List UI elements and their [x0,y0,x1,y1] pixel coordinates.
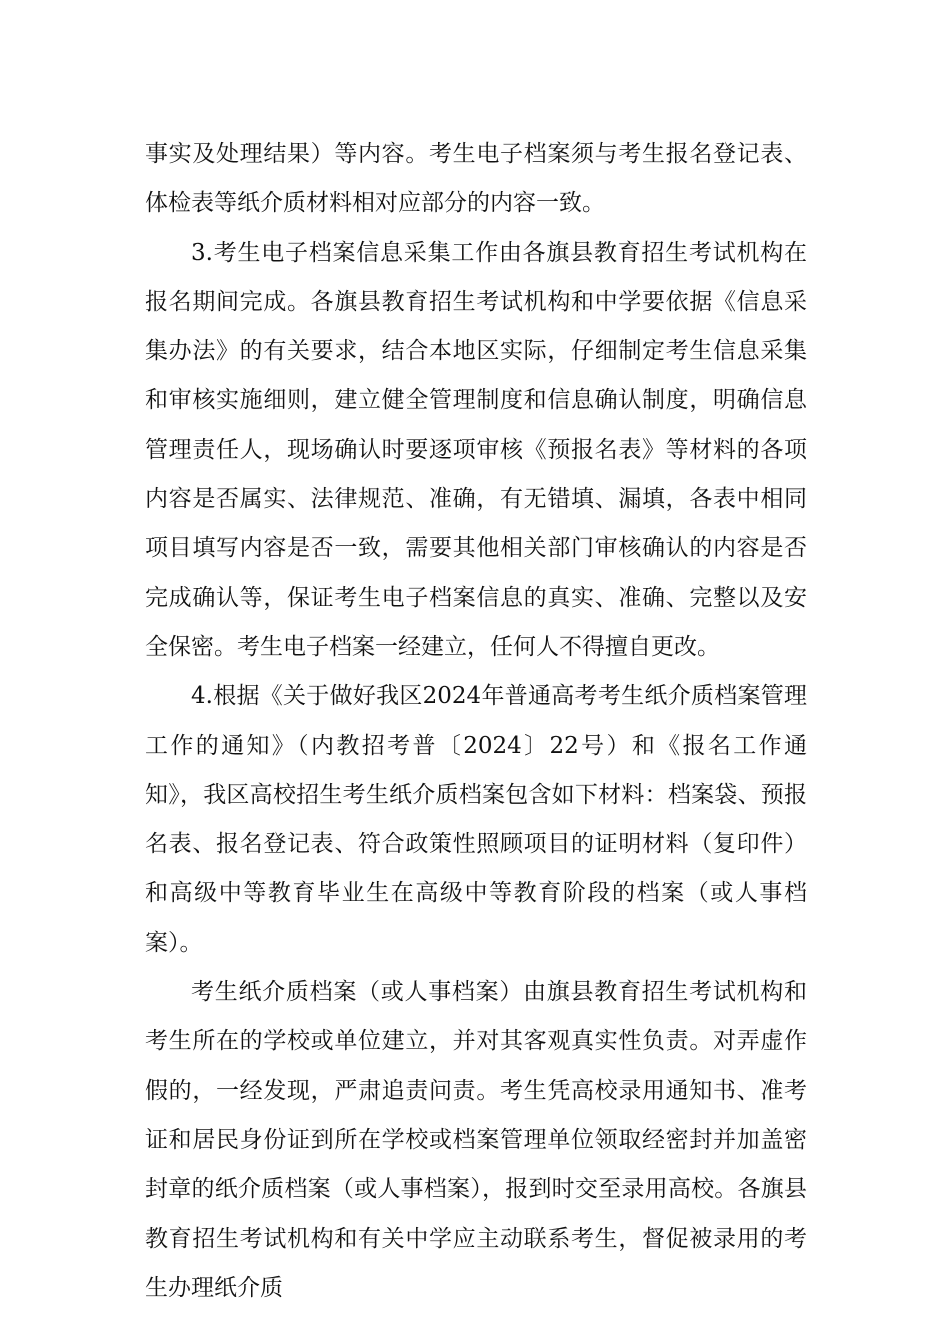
paragraph-item-4: 4.根据《关于做好我区2024年普通高考考生纸介质档案管理工作的通知》（内教招考普〔2024〕22号）和《报名工作通知》，我区高校招生考生纸介质档案包含如下材料：档案袋、预报名表、报名登记表、符合政策性照顾项目的证明材料（复印件）和高级中等教育毕业生在高级中等教育阶段的档案（或人事档案）。 [145,683,807,956]
paragraph-paper-archive: 考生纸介质档案（或人事档案）由旗县教育招生考试机构和考生所在的学校或单位建立，并对其客观真实性负责。对弄虚作假的，一经发现，严肃追责问责。考生凭高校录用通知书、准考证和居民身份证到所在学校或档案管理单位领取经密封并加盖密封章的纸介质档案（或人事档案），报到时交至录用高校。各旗县教育招生考试机构和有关中学应主动联系考生，督促被录用的考生办理纸介质 [145,979,807,1301]
paragraph-item-3: 3.考生电子档案信息采集工作由各旗县教育招生考试机构在报名期间完成。各旗县教育招生考试机构和中学要依据《信息采集办法》的有关要求，结合本地区实际，仔细制定考生信息采集和审核实施细则，建立健全管理制度和信息确认制度，明确信息管理责任人，现场确认时要逐项审核《预报名表》等材料的各项内容是否属实、法律规范、准确，有无错填、漏填，各表中相同项目填写内容是否一致，需要其他相关部门审核确认的内容是否完成确认等，保证考生电子档案信息的真实、准确、完整以及安全保密。考生电子档案一经建立，任何人不得擅自更改。 [145,239,807,660]
document-body [145,130,807,1313]
paragraph-continuation: 事实及处理结果）等内容。考生电子档案须与考生报名登记表、体检表等纸介质材料相对应部分的内容一致。 [145,141,807,217]
